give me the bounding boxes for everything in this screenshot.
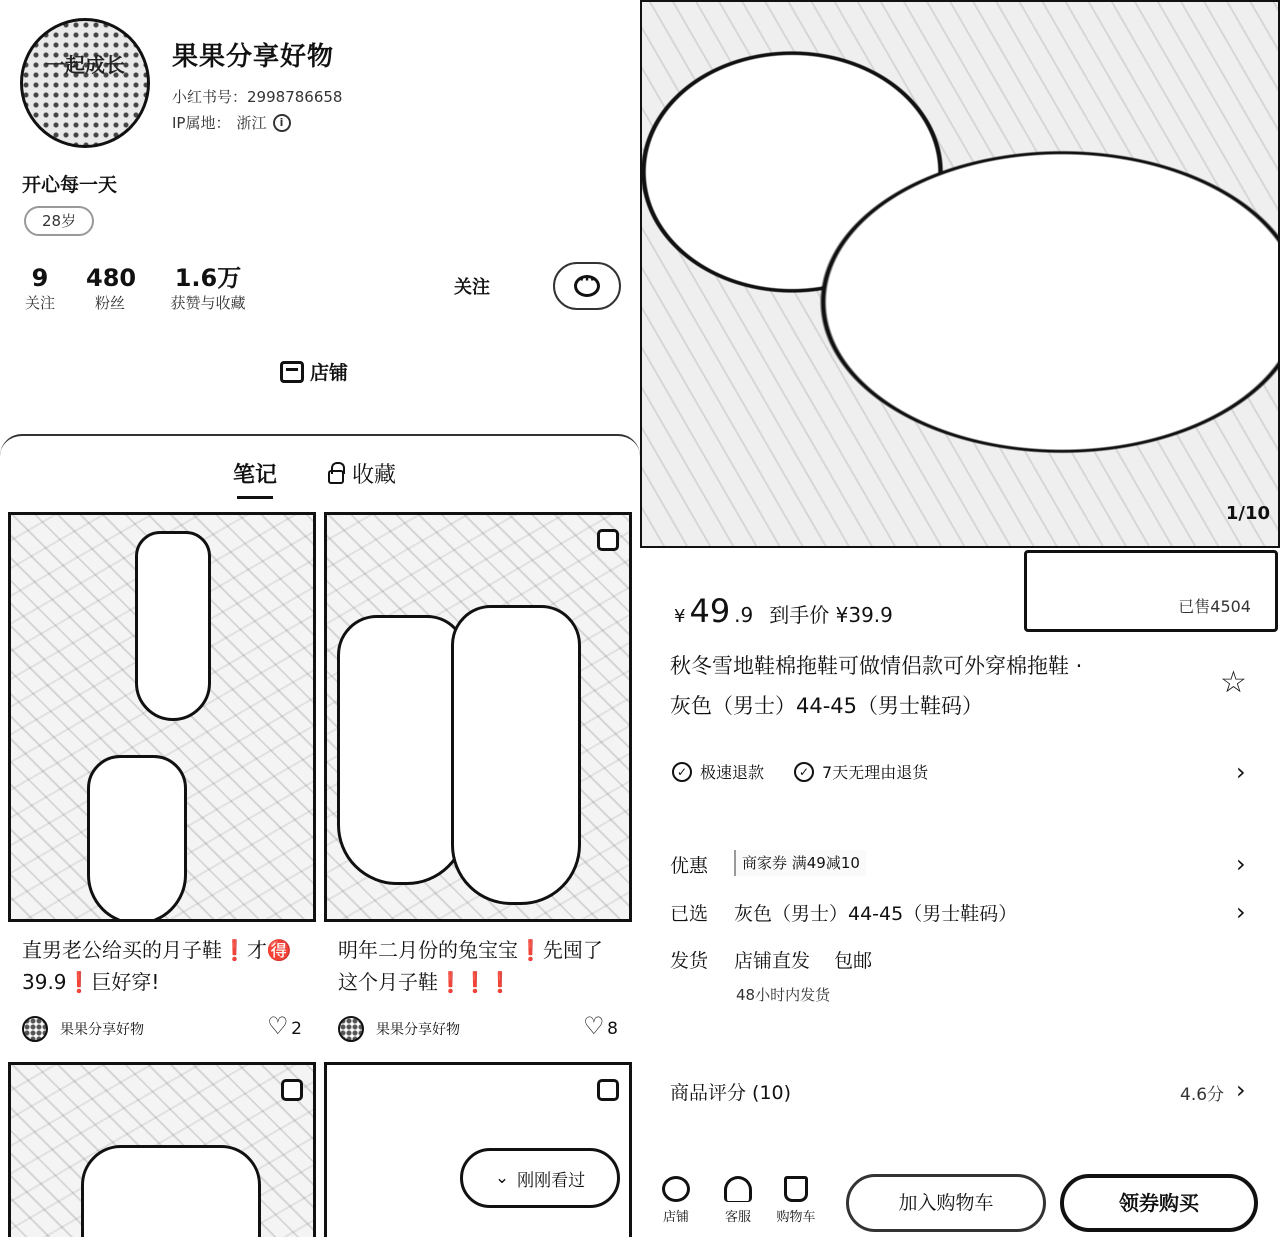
- final-price: 到手价 ¥39.9: [769, 603, 893, 627]
- note-card[interactable]: [8, 1062, 316, 1237]
- chevron-right-icon[interactable]: ›: [1236, 850, 1246, 878]
- buy-with-coupon-button[interactable]: 领券购买: [1060, 1174, 1258, 1232]
- stat-likes-value: 1.6万: [174, 264, 242, 292]
- shipping-label: 发货: [670, 950, 709, 972]
- like-button[interactable]: [267, 1019, 302, 1039]
- note-author[interactable]: 果果分享好物: [60, 1022, 144, 1038]
- shop-tab-label: 店铺: [662, 1210, 689, 1225]
- ip-location-line: [172, 112, 291, 133]
- price-integer: 49: [689, 592, 731, 630]
- rating-score[interactable]: 4.6分: [1180, 1085, 1225, 1105]
- note-card[interactable]: [324, 512, 632, 1042]
- note-meta: [8, 1016, 316, 1042]
- red-id-label: 小红书号：: [172, 88, 248, 106]
- sold-banner: [1024, 550, 1278, 632]
- tab-notes[interactable]: 笔记: [233, 458, 277, 495]
- video-icon: [281, 1079, 303, 1101]
- shop-tab[interactable]: [648, 1176, 704, 1225]
- author-avatar[interactable]: [22, 1016, 48, 1042]
- profile-bio: 开心每一天: [22, 174, 118, 196]
- discount-label: 优惠: [670, 855, 709, 877]
- shop-avatar-icon: [662, 1176, 690, 1202]
- guarantee-row[interactable]: [672, 760, 928, 783]
- note-card[interactable]: [8, 512, 316, 1042]
- shoe-shape: [87, 755, 187, 922]
- stat-following-label: 关注: [24, 294, 55, 312]
- ip-value: 浙江: [236, 114, 267, 132]
- note-meta: [324, 1016, 632, 1042]
- shop-entry[interactable]: [280, 358, 348, 385]
- chevron-right-icon[interactable]: ›: [1236, 898, 1246, 926]
- like-count: 8: [607, 1019, 618, 1039]
- note-title: 明年二月份的兔宝宝❗️先囤了这个月子鞋❗️❗️❗️: [338, 938, 603, 994]
- note-cover-image: [8, 512, 316, 922]
- tab-collect[interactable]: [328, 458, 396, 489]
- stat-followers[interactable]: [86, 264, 137, 314]
- product-image-gallery[interactable]: [640, 0, 1280, 548]
- red-id-line: [172, 86, 342, 107]
- heart-icon: [267, 1020, 287, 1038]
- product-title: [670, 646, 1190, 726]
- product-title-line1: 秋冬雪地鞋棉拖鞋可做情侣款可外穿棉拖鞋 ·: [670, 654, 1083, 678]
- currency-symbol: ¥: [674, 606, 686, 627]
- note-cover-image: [324, 512, 632, 922]
- cart-tab-label: 购物车: [776, 1210, 816, 1225]
- red-id-value: 2998786658: [247, 88, 343, 106]
- age-tag: 28岁: [24, 206, 94, 236]
- shoe-shape: [135, 531, 211, 721]
- shoe-shape: [451, 605, 581, 905]
- chevron-right-icon[interactable]: ›: [1236, 758, 1246, 786]
- shop-entry-label: 店铺: [310, 362, 349, 384]
- note-author[interactable]: 果果分享好物: [376, 1022, 460, 1038]
- video-icon: [597, 529, 619, 551]
- check-icon: ✓: [672, 762, 692, 782]
- bottom-action-bar: [640, 1170, 1280, 1237]
- cart-icon: [784, 1176, 808, 1202]
- shipping-value: 店铺直发 包邮: [734, 950, 873, 972]
- chevron-right-icon[interactable]: ›: [1236, 1076, 1246, 1104]
- service-tab-label: 客服: [724, 1210, 751, 1225]
- message-button[interactable]: [553, 262, 621, 310]
- rating-label[interactable]: 商品评分 (10): [670, 1082, 792, 1104]
- price-row: [674, 592, 893, 630]
- shoe-shape: [81, 1145, 261, 1237]
- guarantee-7day-return: 7天无理由退货: [822, 763, 929, 782]
- stat-followers-value: 480: [86, 264, 137, 292]
- price-decimal: .9: [734, 603, 754, 627]
- like-button[interactable]: [583, 1019, 618, 1039]
- profile-tabs: [0, 436, 640, 506]
- cart-tab[interactable]: [768, 1176, 824, 1225]
- chat-bubble-icon: [574, 275, 600, 297]
- check-icon: ✓: [794, 762, 814, 782]
- shop-icon: [280, 361, 304, 383]
- headset-icon: [724, 1176, 752, 1202]
- profile-nickname: 果果分享好物: [172, 42, 335, 72]
- follow-button[interactable]: 关注: [454, 277, 490, 298]
- stat-following-value: 9: [31, 264, 49, 292]
- image-counter: 1/10: [1225, 503, 1270, 524]
- stat-followers-label: 粉丝: [94, 294, 125, 312]
- avatar[interactable]: [20, 18, 150, 148]
- selected-value[interactable]: 灰色（男士）44-45（男士鞋码）: [734, 903, 1018, 925]
- ip-label: IP属地：: [172, 114, 231, 132]
- avatar-logo-text: 一起成长: [45, 53, 125, 77]
- service-tab[interactable]: [710, 1176, 766, 1225]
- stat-likes-label: 获赞与收藏: [170, 294, 246, 312]
- recently-viewed-label: 刚刚看过: [517, 1170, 586, 1191]
- like-count: 2: [291, 1019, 302, 1039]
- note-cover-image: [8, 1062, 316, 1237]
- product-screen: [640, 0, 1280, 1237]
- sold-count: 已售4504: [1178, 597, 1251, 616]
- stat-likes[interactable]: [160, 264, 256, 314]
- stat-following[interactable]: [22, 264, 58, 314]
- shipping-time: 48小时内发货: [736, 986, 831, 1004]
- favorite-star-icon[interactable]: ☆: [1220, 665, 1247, 700]
- author-avatar[interactable]: [338, 1016, 364, 1042]
- shoe-shape: [337, 615, 467, 885]
- add-to-cart-button[interactable]: 加入购物车: [846, 1174, 1046, 1232]
- coupon-tag[interactable]: 商家券 满49减10: [734, 850, 866, 876]
- tab-collect-label: 收藏: [352, 463, 397, 488]
- video-icon: [597, 1079, 619, 1101]
- recently-viewed-button[interactable]: [460, 1148, 620, 1208]
- heart-icon: [583, 1020, 603, 1038]
- selected-label: 已选: [670, 903, 709, 925]
- lock-icon: [328, 470, 344, 484]
- product-title-line2: 灰色（男士）44-45（男士鞋码）: [670, 694, 984, 718]
- note-title: 直男老公给买的月子鞋❗️才🉐39.9❗️巨好穿!: [22, 938, 292, 994]
- guarantee-fast-refund: 极速退款: [700, 763, 765, 782]
- chevron-down-icon: ⌄: [494, 1168, 510, 1188]
- info-icon[interactable]: i: [273, 114, 291, 132]
